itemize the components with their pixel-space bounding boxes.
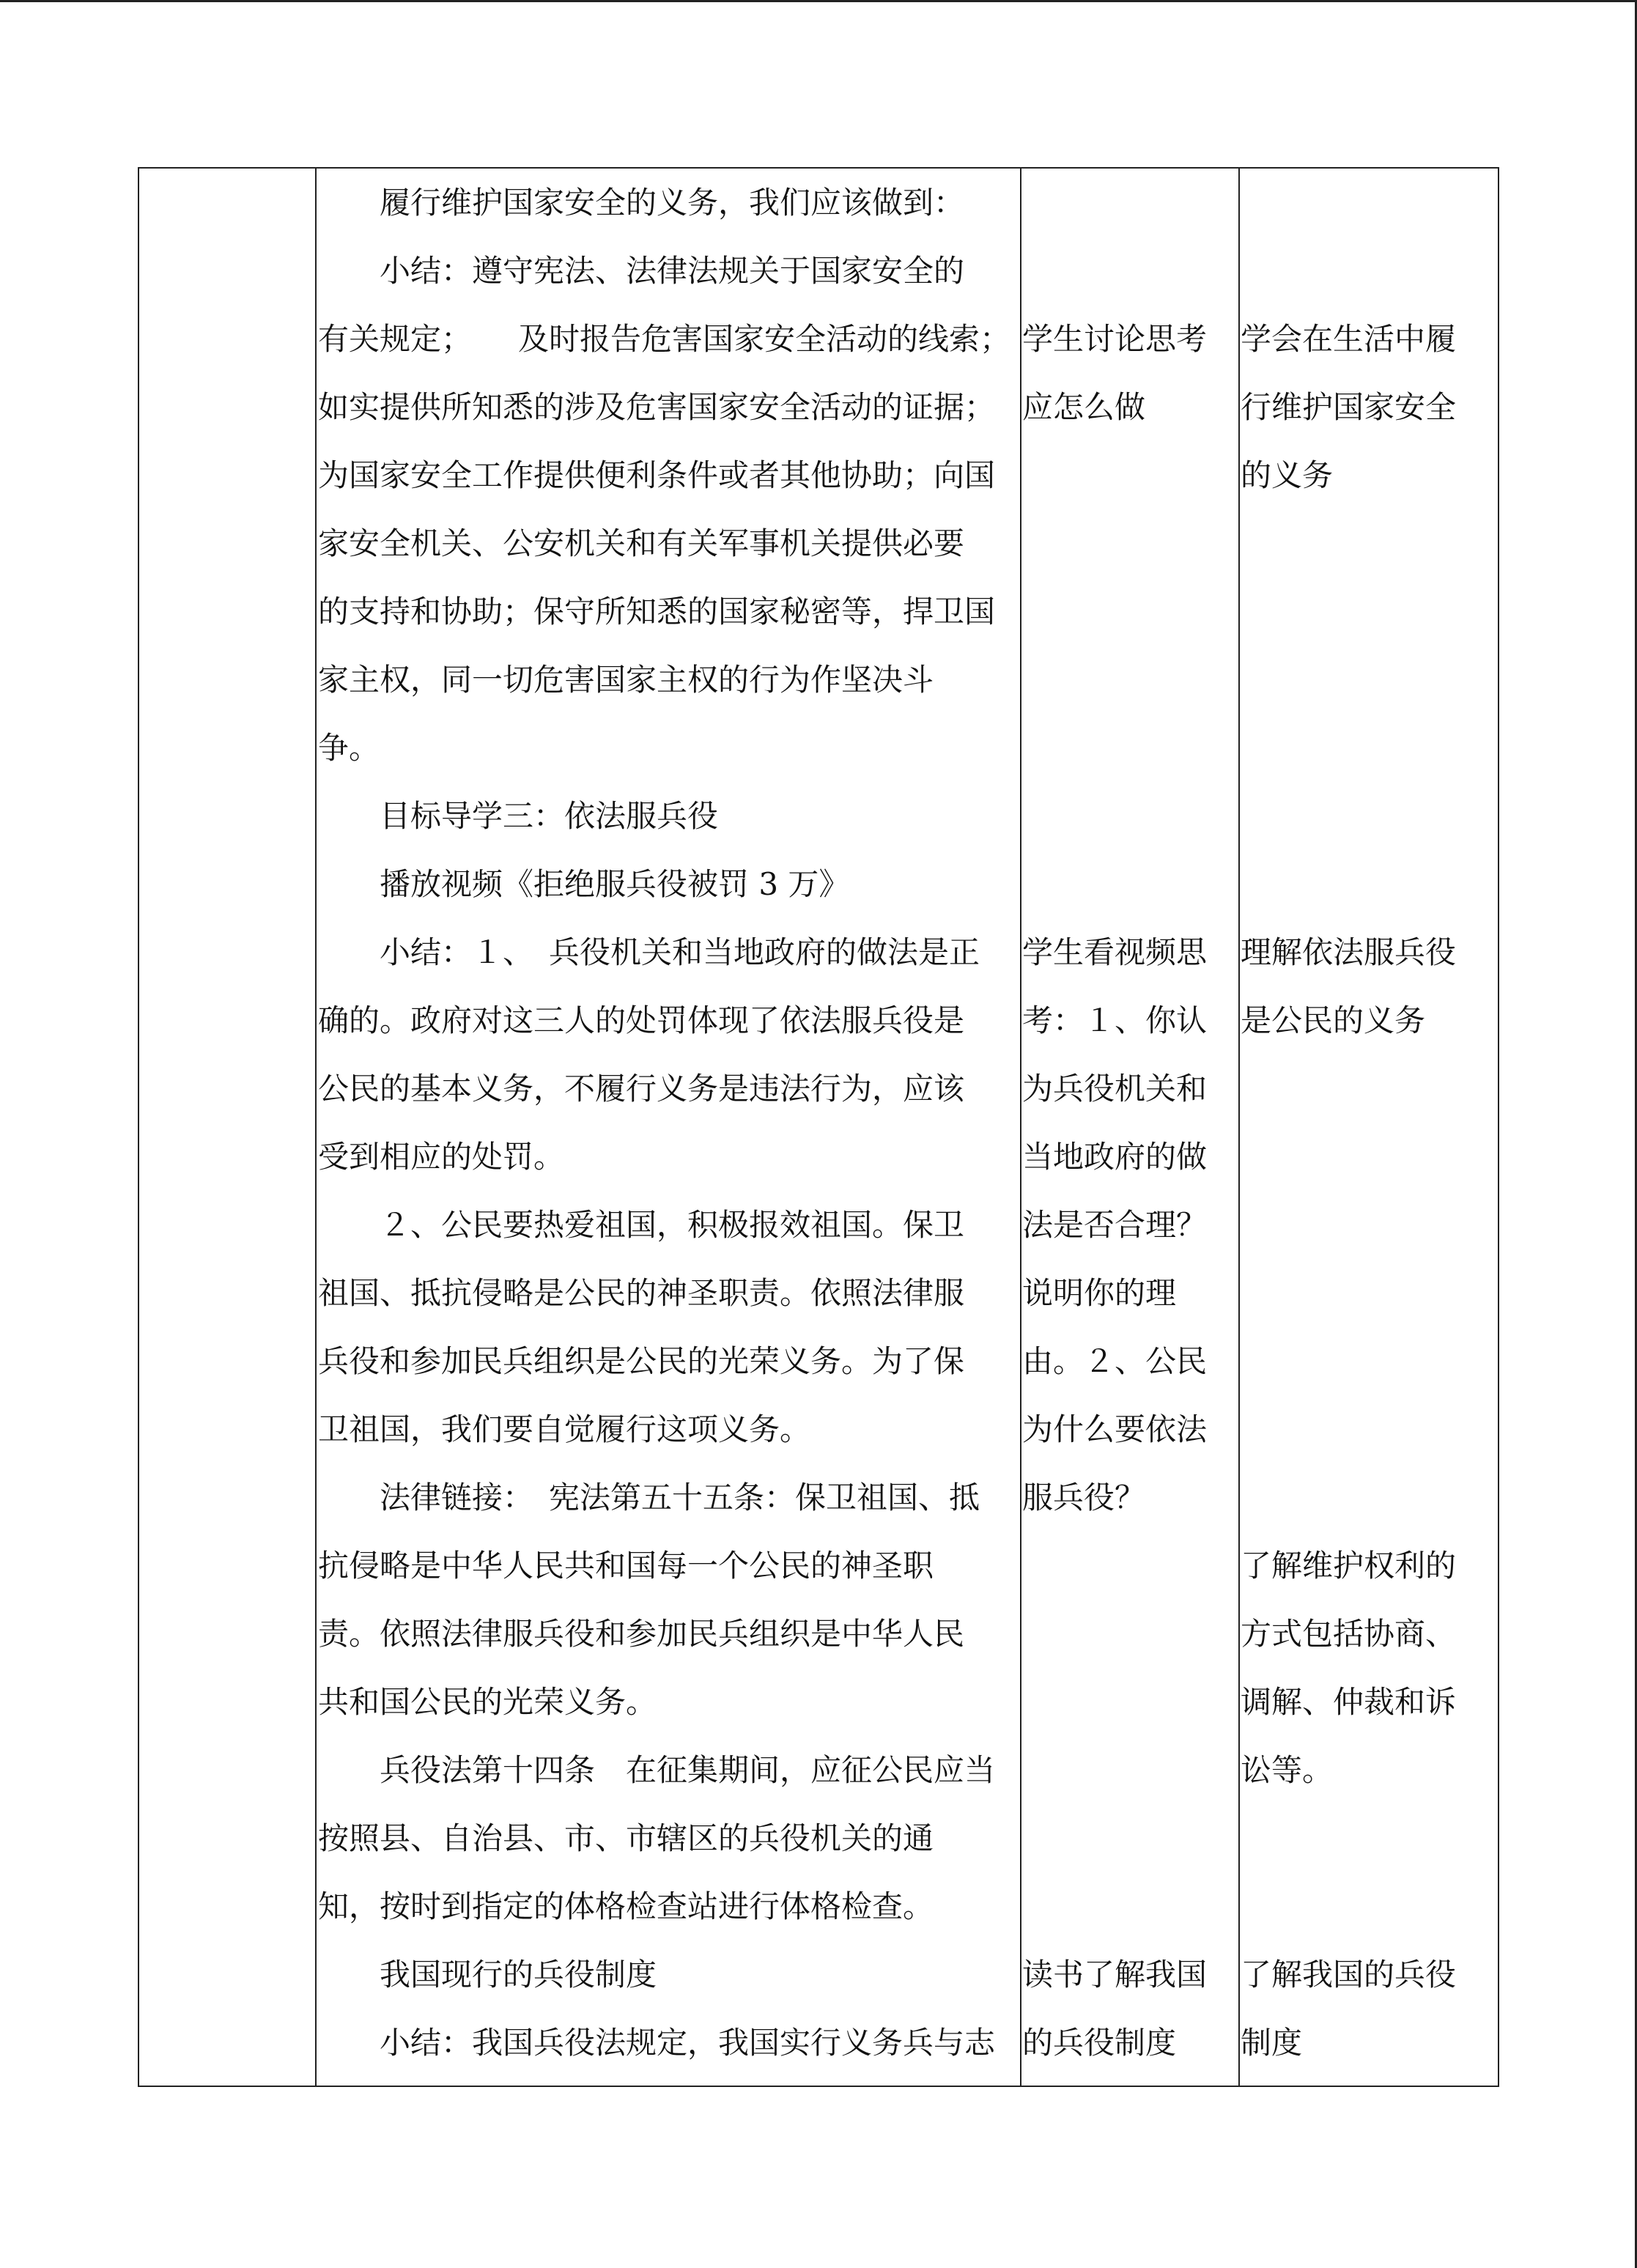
student-activity-line: 由。２、公民 xyxy=(1022,1343,1208,1379)
teaching-text-line: 小结：遵守宪法、法律法规关于国家安全的 xyxy=(380,253,965,289)
page-top-border xyxy=(0,0,1637,2)
teaching-text-line: 公民的基本义务，不履行义务是违法行为，应该 xyxy=(318,1071,965,1107)
teaching-text-line: 抗侵略是中华人民共和国每一个公民的神圣职 xyxy=(318,1548,934,1584)
column-divider-3 xyxy=(1238,169,1240,2086)
lesson-plan-table xyxy=(138,167,1499,2087)
student-activity-line: 为什么要依法 xyxy=(1022,1411,1208,1447)
design-intent-line: 讼等。 xyxy=(1241,1752,1334,1788)
teaching-process-column xyxy=(318,169,1011,2086)
student-activity-line: 服兵役？ xyxy=(1022,1480,1146,1515)
design-intent-line: 制度 xyxy=(1241,2025,1303,2061)
design-intent-line: 行维护国家安全 xyxy=(1241,389,1457,425)
teaching-text-line: 为国家安全工作提供便利条件或者其他协助；向国 xyxy=(318,457,996,493)
design-intent-line: 了解维护权利的 xyxy=(1241,1548,1457,1584)
student-activity-line: 为兵役机关和 xyxy=(1022,1071,1208,1107)
design-intent-line: 的义务 xyxy=(1241,457,1334,493)
student-activity-line: 法是否合理？ xyxy=(1022,1207,1208,1243)
teaching-text-line: 目标导学三：依法服兵役 xyxy=(380,798,719,834)
design-intent-line: 学会在生活中履 xyxy=(1241,321,1457,357)
design-intent-line: 了解我国的兵役 xyxy=(1241,1957,1457,1992)
student-activity-line: 应怎么做 xyxy=(1022,389,1146,425)
teaching-text-line: 家主权，同一切危害国家主权的行为作坚决斗 xyxy=(318,662,934,698)
student-activity-line: 的兵役制度 xyxy=(1022,2025,1177,2061)
teaching-text-line: 的支持和协助；保守所知悉的国家秘密等，捍卫国 xyxy=(318,594,996,629)
student-activity-line: 当地政府的做 xyxy=(1022,1139,1208,1175)
teaching-text-line: 小结：１、 兵役机关和当地政府的做法是正 xyxy=(380,934,980,970)
column-divider-2 xyxy=(1020,169,1021,2086)
teaching-text-line: 受到相应的处罚。 xyxy=(318,1139,565,1175)
student-activity-line: 学生看视频思 xyxy=(1022,934,1208,970)
teaching-text-line: 履行维护国家安全的义务，我们应该做到： xyxy=(380,185,965,221)
design-intent-column xyxy=(1241,169,1475,2086)
teaching-text-line: 卫祖国，我们要自觉履行这项义务。 xyxy=(318,1411,811,1447)
teaching-text-line: 兵役法第十四条 在征集期间，应征公民应当 xyxy=(380,1752,996,1788)
teaching-text-line: 按照县、自治县、市、市辖区的兵役机关的通 xyxy=(318,1820,934,1856)
design-intent-line: 是公民的义务 xyxy=(1241,1002,1426,1038)
student-activity-line: 读书了解我国 xyxy=(1022,1957,1208,1992)
teaching-text-line: 我国现行的兵役制度 xyxy=(380,1957,657,1992)
teaching-text-line: ２、公民要热爱祖国，积极报效祖国。保卫 xyxy=(380,1207,965,1243)
teaching-text-line: 责。依照法律服兵役和参加民兵组织是中华人民 xyxy=(318,1616,965,1652)
teaching-text-line: 确的。政府对这三人的处罚体现了依法服兵役是 xyxy=(318,1002,965,1038)
teaching-text-line: 如实提供所知悉的涉及危害国家安全活动的证据； xyxy=(318,389,996,425)
student-activity-line: 学生讨论思考 xyxy=(1022,321,1208,357)
teaching-text-line: 小结：我国兵役法规定，我国实行义务兵与志 xyxy=(380,2025,996,2061)
student-activity-line: 考：１、你认 xyxy=(1022,1002,1208,1038)
teaching-text-line: 争。 xyxy=(318,730,380,766)
design-intent-line: 理解依法服兵役 xyxy=(1241,934,1457,970)
teaching-text-line: 共和国公民的光荣义务。 xyxy=(318,1684,657,1720)
student-activity-line: 说明你的理 xyxy=(1022,1275,1177,1311)
teaching-text-line: 有关规定； 及时报告危害国家安全活动的线索； xyxy=(318,321,1011,357)
design-intent-line: 调解、仲裁和诉 xyxy=(1241,1684,1457,1720)
teaching-text-line: 法律链接： 宪法第五十五条：保卫祖国、抵 xyxy=(380,1480,980,1515)
column-divider-1 xyxy=(315,169,317,2086)
design-intent-line: 方式包括协商、 xyxy=(1241,1616,1457,1652)
teaching-text-line: 播放视频《拒绝服兵役被罚 3 万》 xyxy=(380,866,850,902)
teaching-text-line: 知，按时到指定的体格检查站进行体格检查。 xyxy=(318,1888,934,1924)
teaching-text-line: 祖国、抵抗侵略是公民的神圣职责。依照法律服 xyxy=(318,1275,965,1311)
student-activity-column xyxy=(1022,169,1227,2086)
teaching-text-line: 家安全机关、公安机关和有关军事机关提供必要 xyxy=(318,525,965,561)
teaching-text-line: 兵役和参加民兵组织是公民的光荣义务。为了保 xyxy=(318,1343,965,1379)
